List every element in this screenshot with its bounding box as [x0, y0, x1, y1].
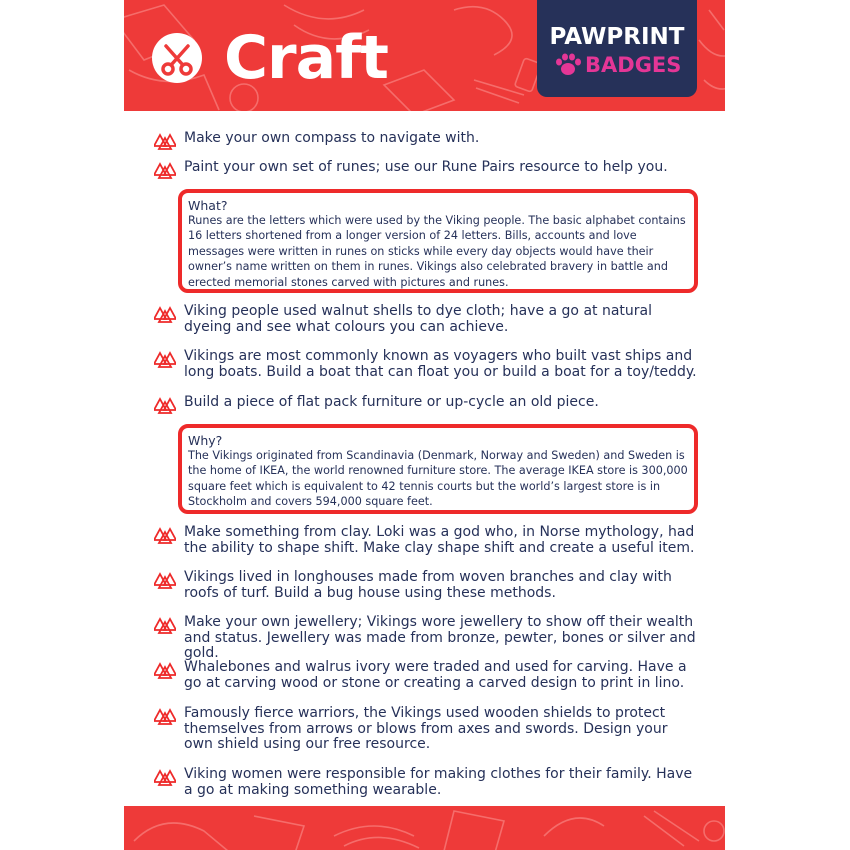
valknut-icon — [154, 132, 176, 152]
item-text: Vikings are most commonly known as voyagers who built vast ships and long boats. Build a boat that can float you or build a boat for a toy/teddy. — [184, 348, 697, 380]
activity-sheet — [124, 0, 725, 850]
info-box-why — [178, 424, 698, 514]
page-title: Craft — [224, 23, 388, 93]
item-text: Whalebones and walrus ivory were traded and used for carving. Have a go at carving wood or stone or creating a carved design to print in lino. — [184, 659, 687, 691]
item-text: Build a piece of flat pack furniture or up-cycle an old piece. — [184, 394, 599, 410]
valknut-icon — [154, 661, 176, 681]
header-banner — [124, 0, 725, 111]
item-text: Make something from clay. Loki was a god who, in Norse mythology, had the ability to shape shift. Make clay shape shift and create a useful item. — [184, 524, 695, 556]
valknut-icon — [154, 571, 176, 591]
valknut-icon — [154, 161, 176, 181]
item-text: Paint your own set of runes; use our Rune Pairs resource to help you. — [184, 159, 668, 175]
valknut-icon — [154, 526, 176, 546]
valknut-icon — [154, 768, 176, 788]
scissors-icon — [152, 33, 202, 83]
item-text: Viking women were responsible for making clothes for their family. Have a go at making something wearable. — [184, 766, 693, 798]
info-box-text: The Vikings originated from Scandinavia (Denmark, Norway and Sweden) and Sweden is the home of IKEA, the world renowned furniture store. The average IKEA store is 300,000 square feet which is equivalent to 42 tennis courts but the world’s largest store is in Stockholm and covers 594,000 square feet. — [188, 449, 688, 509]
paw-icon — [555, 53, 581, 77]
logo-text-top: PAWPRINT — [549, 24, 685, 50]
valknut-icon — [154, 616, 176, 636]
footer-banner — [124, 806, 725, 850]
item-text: Famously fierce warriors, the Vikings used wooden shields to protect themselves from arrows or blows from axes and swords. Design your own shield using our free resource. — [184, 705, 668, 752]
doodle-pattern-icon — [124, 806, 725, 850]
pawprint-badges-logo — [537, 0, 697, 97]
valknut-icon — [154, 350, 176, 370]
info-box-title: Why? — [188, 433, 223, 448]
scissors-badge — [152, 33, 202, 83]
info-box-what — [178, 189, 698, 293]
valknut-icon — [154, 707, 176, 727]
item-text: Vikings lived in longhouses made from woven branches and clay with roofs of turf. Build a bug house using these methods. — [184, 569, 672, 601]
valknut-icon — [154, 396, 176, 416]
info-box-text: Runes are the letters which were used by the Viking people. The basic alphabet contains 16 letters shortened from a longer version of 24 letters. Bills, accounts and love messages were written in runes on sticks while every day objects would have their owner’s name written on them in runes. Vikings also celebrated bravery in battle and erected memorial stones carved with pictures and runes. — [188, 214, 686, 289]
item-text: Viking people used walnut shells to dye cloth; have a go at natural dyeing and see what colours you can achieve. — [184, 303, 653, 335]
item-text: Make your own compass to navigate with. — [184, 130, 480, 146]
valknut-icon — [154, 305, 176, 325]
item-text: Make your own jewellery; Vikings wore jewellery to show off their wealth and status. Jewellery was made from bronze, pewter, bones or silver and gold. — [184, 614, 696, 661]
info-box-title: What? — [188, 198, 228, 213]
logo-text-bottom: BADGES — [585, 53, 682, 77]
